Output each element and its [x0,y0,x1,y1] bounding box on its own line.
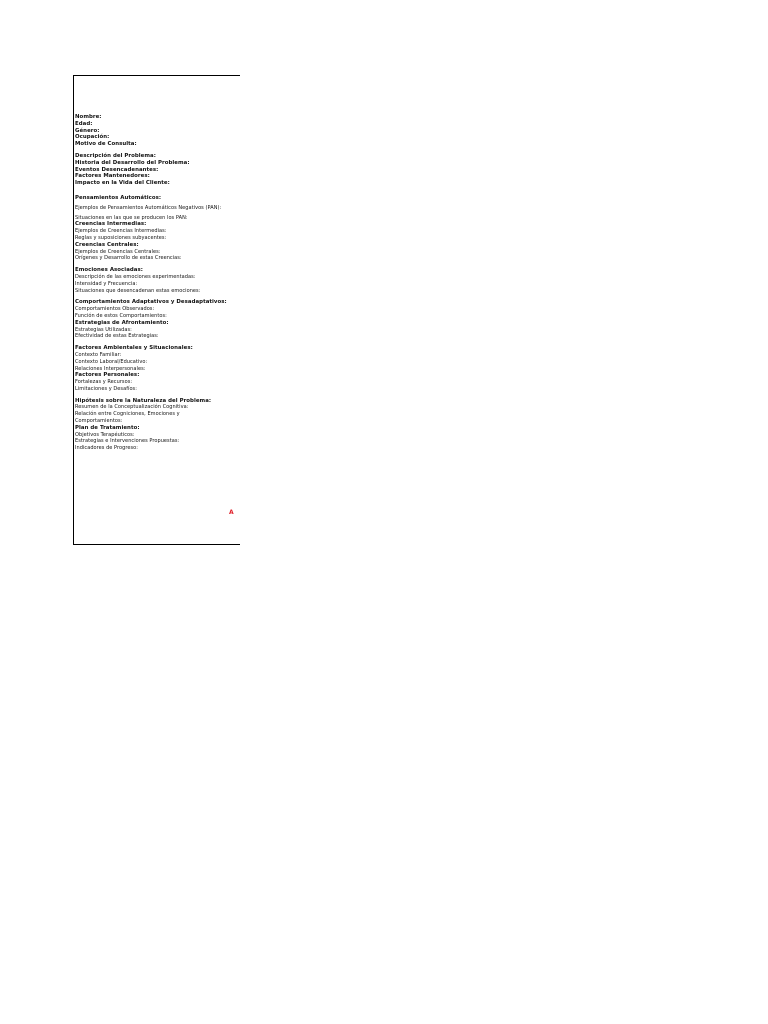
intermediate-examples: Ejemplos de Creencias Intermedias: [75,228,167,235]
behaviors-function: Función de estos Comportamientos: [75,312,167,319]
hypothesis-summary: Resumen de la Conceptualización Cognitiva: [75,404,189,411]
footer-logo-text: A [229,509,234,516]
emotions-triggers: Situaciones que desencadenan estas emociones: [75,287,201,294]
section-plan-tratamiento: Plan de Tratamiento: [75,424,140,431]
section-creencias-intermedias: Creencias Intermedias: [75,221,147,228]
field-eventos-desencadenantes: Eventos Desencadenantes: [75,166,159,173]
treatment-strategies: Estrategias e Intervenciones Propuestas: [75,438,180,445]
coping-effectiveness: Efectividad de estas Estrategias: [75,333,159,340]
hypothesis-relation-2: Comportamientos: [75,418,123,425]
emotions-intensity: Intensidad y Frecuencia: [75,280,138,287]
behaviors-observed: Comportamientos Observados: [75,306,155,313]
section-hipotesis: Hipótesis sobre la Naturaleza del Problema: [75,397,212,404]
section-creencias-centrales: Creencias Centrales: [75,241,139,248]
environment-relations: Relaciones Interpersonales: [75,365,146,372]
treatment-objectives: Objetivos Terapéuticos: [75,431,135,438]
pan-situations: Situaciones en las que se producen los PAN: [75,214,188,221]
hypothesis-relation-1: Relación entre Cogniciones, Emociones y [75,411,180,418]
section-comportamientos: Comportamientos Adaptativos y Desadaptativos: [75,299,227,306]
field-motivo-consulta: Motivo de Consulta: [75,141,137,148]
core-examples: Ejemplos de Creencias Centrales: [75,248,161,255]
section-factores-ambientales: Factores Ambientales y Situacionales: [75,345,193,352]
emotions-description: Descripción de las emociones experimentadas: [75,273,196,280]
environment-family: Contexto Familiar: [75,351,122,358]
document-page [73,75,240,545]
treatment-indicators: Indicadores de Progreso: [75,445,138,452]
section-afrontamiento: Estrategias de Afrontamiento: [75,319,169,326]
section-factores-personales: Factores Personales: [75,372,140,379]
field-nombre: Nombre: [75,114,102,120]
personal-strengths: Fortalezas y Recursos: [75,379,133,386]
field-impacto-vida: Impacto en la Vida del Cliente: [75,180,170,187]
personal-limits: Limitaciones y Desafíos: [75,385,137,392]
field-descripcion-problema: Descripción del Problema: [75,152,156,159]
section-emociones: Emociones Asociadas: [75,267,143,274]
field-historia-desarrollo: Historia del Desarrollo del Problema: [75,159,190,166]
form-content [75,114,240,452]
footer-logo-mark [229,509,235,516]
field-edad: Edad: [75,120,93,127]
field-factores-mantenedores: Factores Mantenedores: [75,173,150,180]
environment-work: Contexto Laboral/Educativo: [75,358,148,365]
field-ocupacion: Ocupación: [75,134,110,141]
section-pensamientos-automaticos: Pensamientos Automáticos: [75,194,162,201]
intermediate-rules: Reglas y suposiciones subyacentes: [75,234,167,241]
core-origins: Orígenes y Desarrollo de estas Creencias: [75,255,182,262]
field-genero: Género: [75,127,100,134]
coping-used: Estrategias Utilizadas: [75,326,132,333]
pan-examples: Ejemplos de Pensamientos Automáticos Negativos (PAN): [75,204,222,211]
